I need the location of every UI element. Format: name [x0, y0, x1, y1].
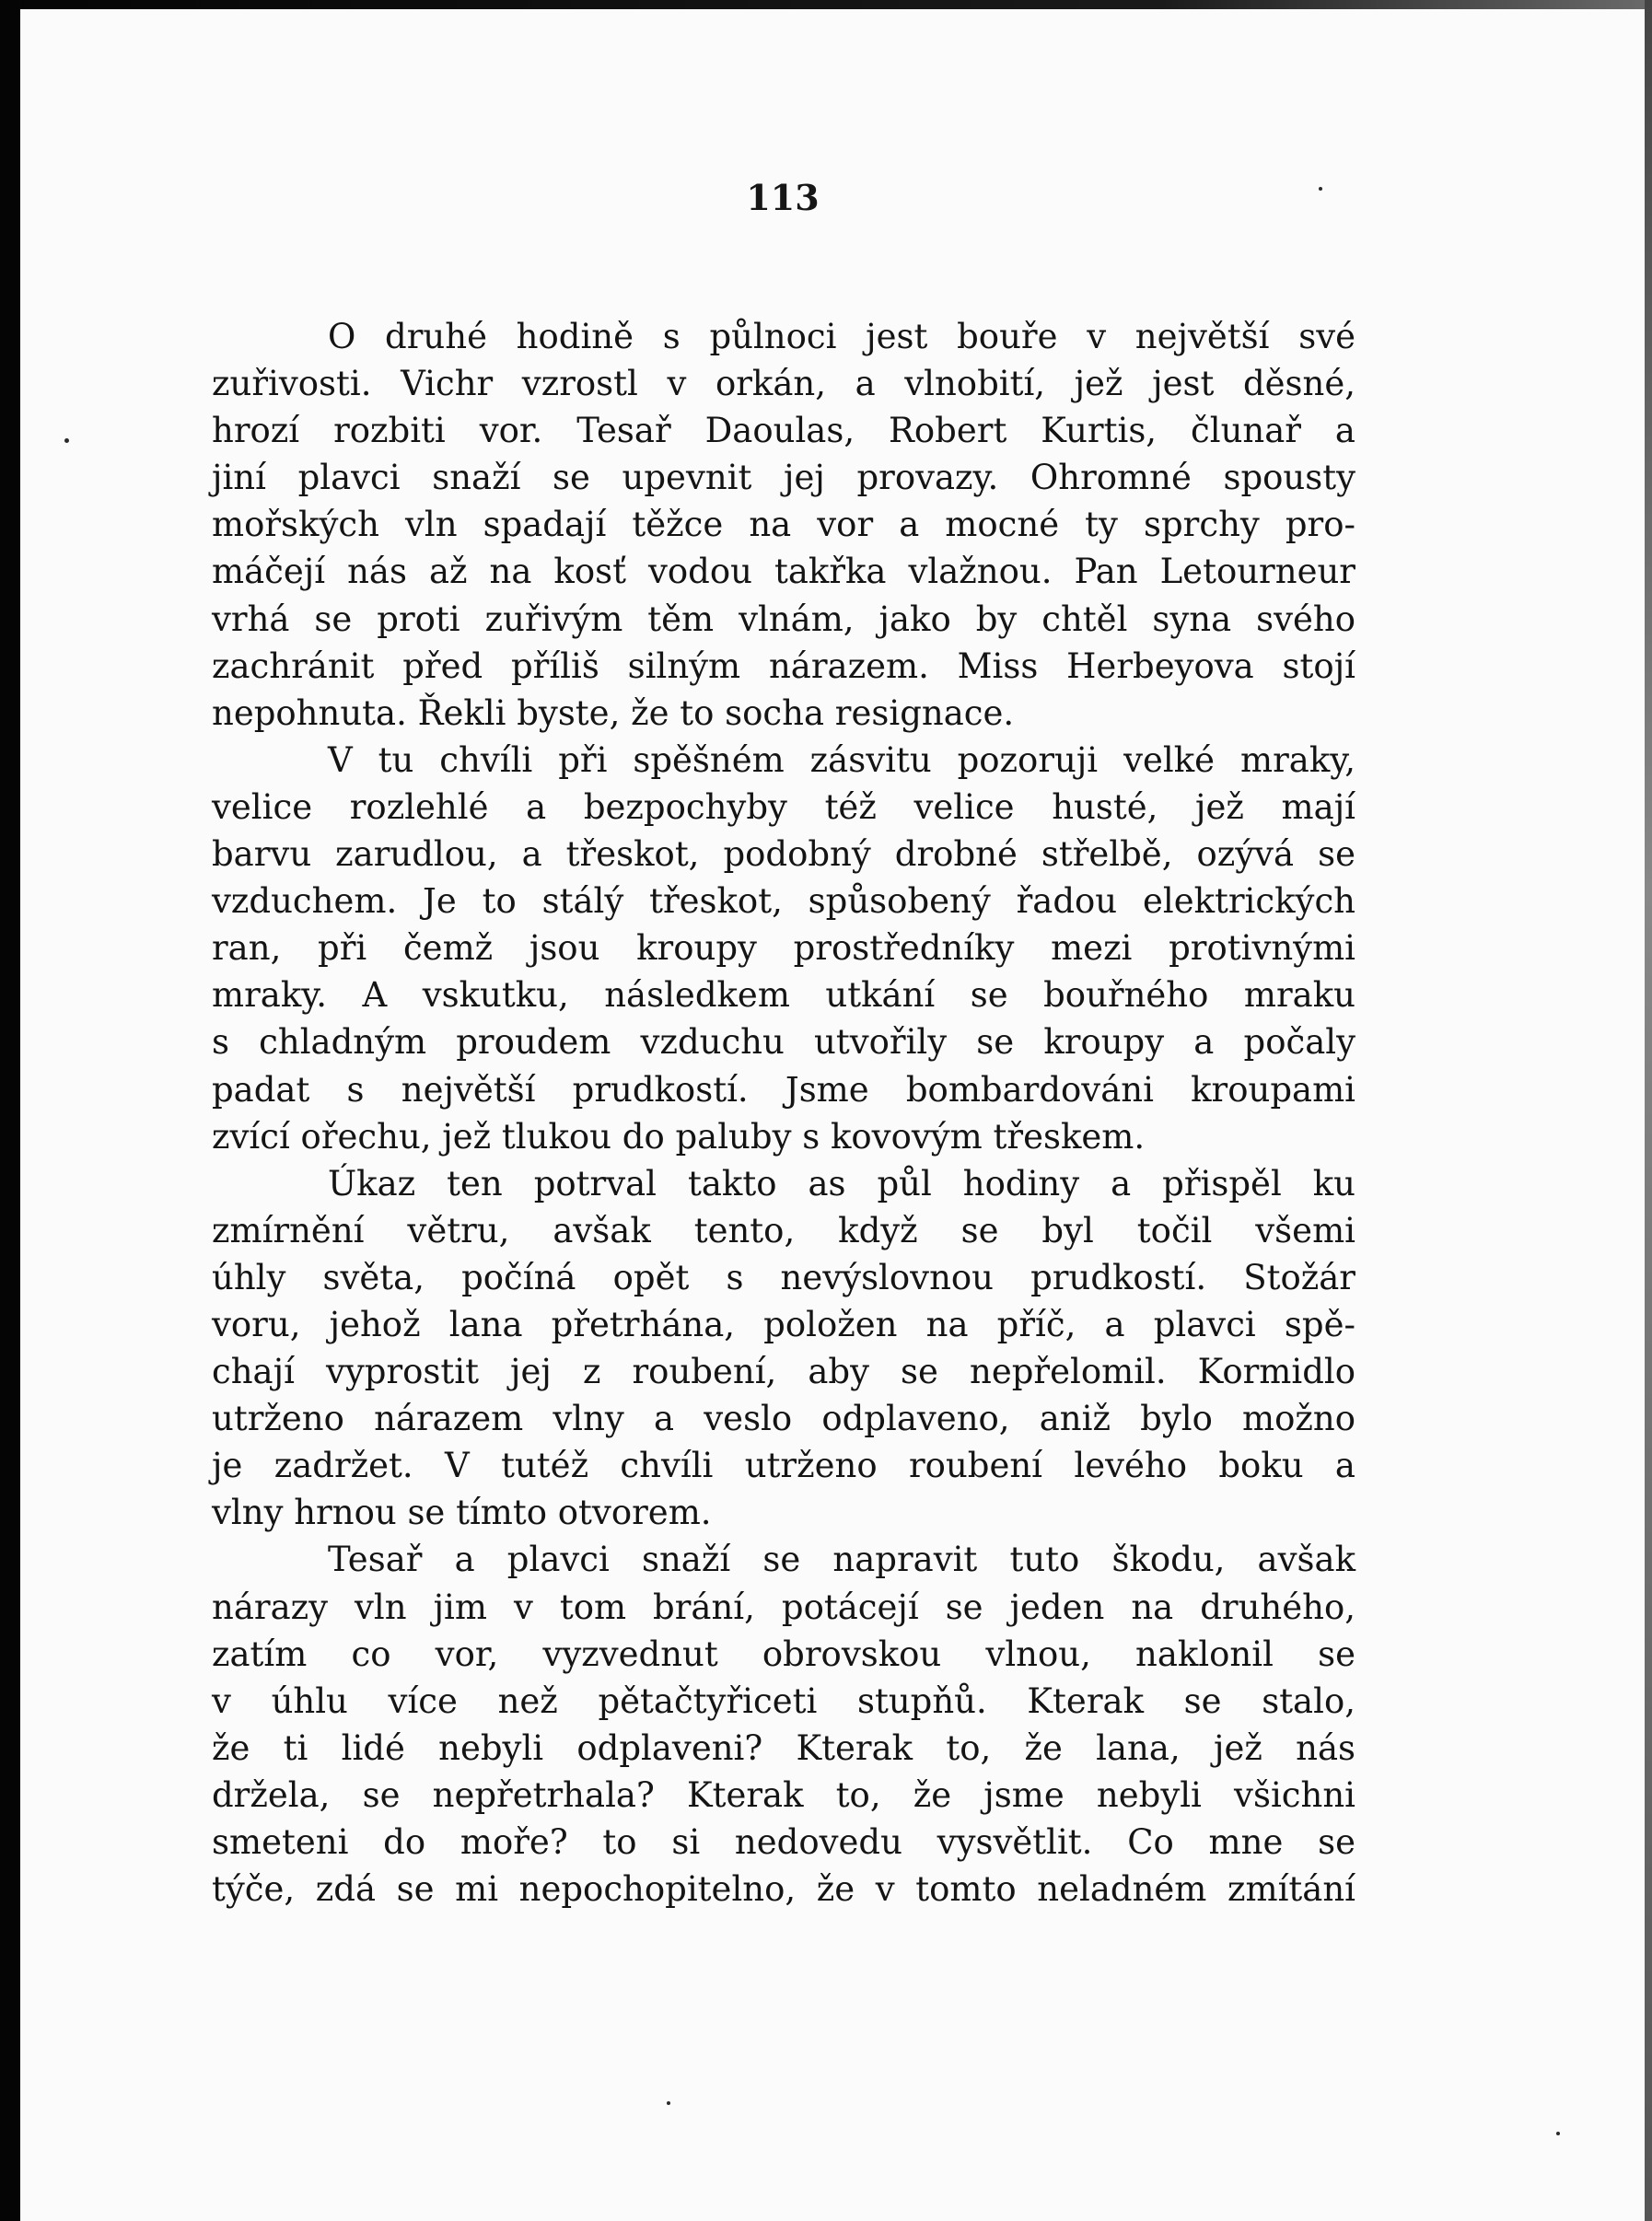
text-line: že ti lidé nebyli odplaveni? Kterak to, že lana, jež nás	[212, 1727, 1355, 1768]
scan-speck	[667, 2101, 670, 2105]
text-line: vrhá se proti zuřivým těm vlnám, jako by chtěl syna svého	[212, 599, 1355, 639]
scan-speck	[1556, 2132, 1560, 2135]
text-line: smeteni do moře? to si nedovedu vysvětlit. Co mne se	[212, 1822, 1355, 1862]
text-line: zmírnění větru, avšak tento, když se byl točil všemi	[212, 1210, 1355, 1250]
scan-speck	[64, 438, 69, 443]
text-line: vlny hrnou se tímto otvorem.	[212, 1493, 712, 1533]
text-line: Úkaz ten potrval takto as půl hodiny a přispěl ku	[328, 1163, 1355, 1204]
text-line: nepohnuta. Řekli byste, že to socha resignace.	[212, 692, 1015, 733]
text-line: hrozí rozbiti vor. Tesař Daoulas, Robert Kurtis, člunař a	[212, 411, 1355, 451]
text-line: ran, při čemž jsou kroupy prostředníky mezi protivnými	[212, 928, 1355, 969]
text-line: V tu chvíli při spěšném zásvitu pozoruji velké mraky,	[328, 739, 1355, 780]
text-line: chají vyprostit jej z roubení, aby se nepřelomil. Kormidlo	[212, 1352, 1355, 1392]
text-line: nárazy vln jim v tom brání, potácejí se jeden na druhého,	[212, 1587, 1355, 1627]
text-line: vzduchem. Je to stálý třeskot, spůsobený řadou elektrických	[212, 881, 1355, 922]
text-line: mořských vln spadají těžce na vor a mocné ty sprchy pro-	[212, 505, 1355, 545]
text-line: zuřivosti. Vichr vzrostl v orkán, a vlnobití, jež jest děsné,	[212, 364, 1355, 404]
text-line: úhly světa, počíná opět s nevýslovnou prudkostí. Stožár	[212, 1257, 1355, 1297]
text-line: velice rozlehlé a bezpochyby též velice husté, jež mají	[212, 786, 1355, 827]
text-line: zachránit před příliš silným nárazem. Miss Herbeyova stojí	[212, 645, 1355, 686]
text-line: mraky. A vskutku, následkem utkání se bouřného mraku	[212, 975, 1355, 1016]
text-line: utrženo nárazem vlny a veslo odplaveno, aniž bylo možno	[212, 1399, 1355, 1439]
scan-right-edge	[1645, 0, 1652, 2221]
text-line: držela, se nepřetrhala? Kterak to, že jsme nebyli všichni	[212, 1774, 1355, 1815]
text-line: voru, jehož lana přetrhána, položen na příč, a plavci spě-	[212, 1304, 1355, 1344]
text-line: zatím co vor, vyzvednut obrovskou vlnou, naklonil se	[212, 1634, 1355, 1674]
text-line: máčejí nás až na kosť vodou takřka vlažnou. Pan Letourneur	[212, 552, 1355, 592]
text-line: padat s největší prudkostí. Jsme bombardováni kroupami	[212, 1069, 1355, 1110]
text-line: O druhé hodině s půlnoci jest bouře v největší své	[328, 317, 1355, 356]
text-line: zvící ořechu, jež tlukou do paluby s kovovým třeskem.	[212, 1116, 1146, 1157]
text-line: jiní plavci snaží se upevnit jej provazy. Ohromné spousty	[212, 458, 1355, 498]
scan-speck	[1319, 187, 1322, 191]
text-line: v úhlu více než pětačtyřiceti stupňů. Kterak se stalo,	[212, 1680, 1355, 1721]
scan-left-border	[0, 0, 20, 2221]
text-line: je zadržet. V tutéž chvíli utrženo roubení levého boku a	[212, 1446, 1355, 1486]
page-number: 113	[746, 177, 820, 218]
text-line: týče, zdá se mi nepochopitelno, že v tomto neladném zmítání	[212, 1869, 1355, 1910]
scan-top-border	[0, 0, 1652, 9]
text-line: barvu zarudlou, a třeskot, podobný drobné střelbě, ozývá se	[212, 834, 1355, 875]
text-line: Tesař a plavci snaží se napravit tuto škodu, avšak	[328, 1540, 1355, 1580]
body-text	[212, 313, 1355, 1913]
text-line: s chladným proudem vzduchu utvořily se kroupy a počaly	[212, 1022, 1355, 1063]
